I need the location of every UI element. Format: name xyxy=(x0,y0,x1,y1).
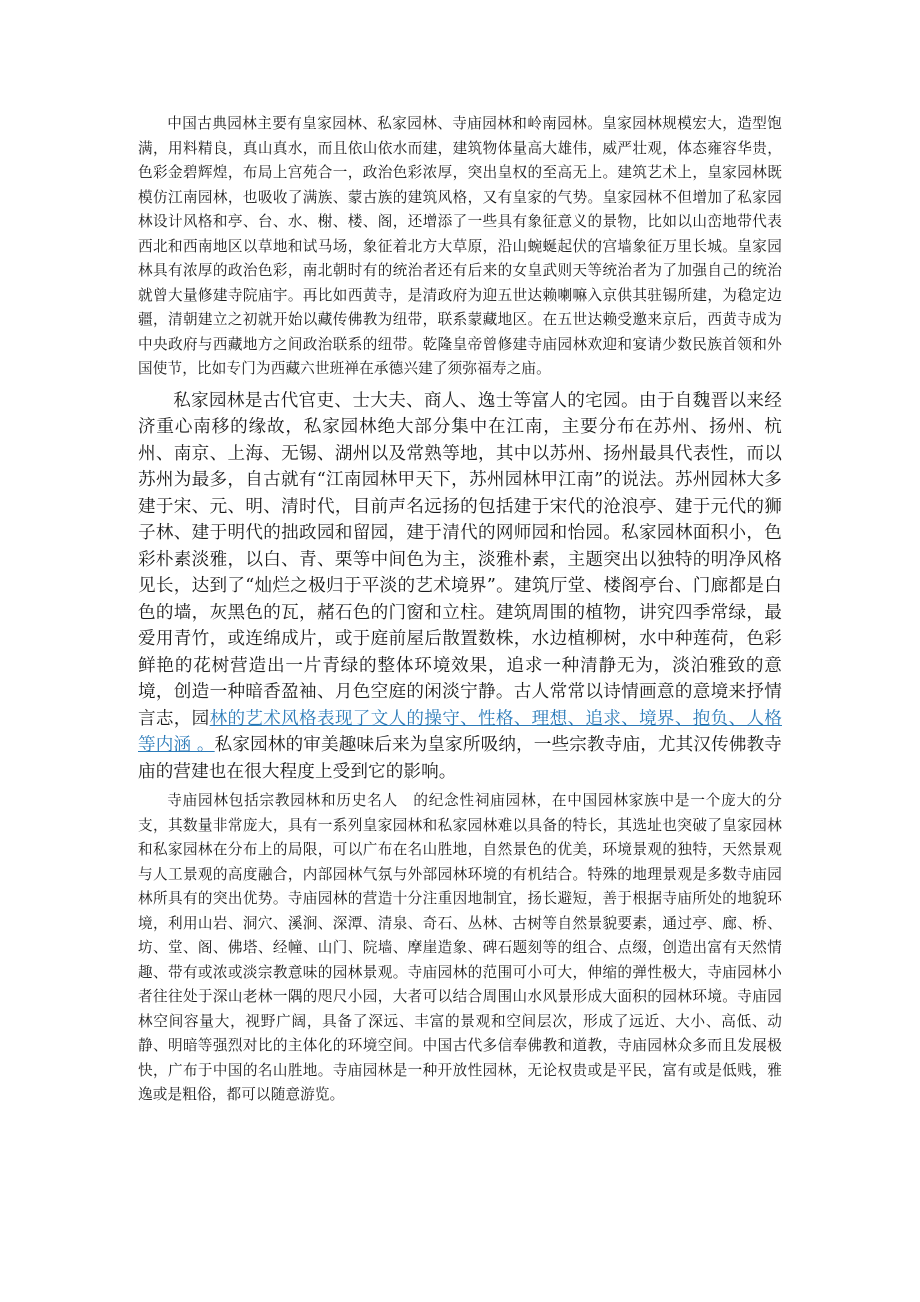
private-gardens-text-before-link: 私家园林是古代官吏、士大夫、商人、逸士等富人的宅园。由于自魏晋以来经济重心南移的缘故，私家园林绝大部分集中在江南，主要分布在苏州、扬州、杭州、南京、上海、无锡、湖州以及常熟等地，其中以苏州、扬州最具代表性，而以苏州为最多，自古就有“江南园林甲天下，苏州园林甲江南”的说法。苏州园林大多建于宋、元、明、清时代，目前声名远扬的包括建于宋代的沧浪亭、建于元代的狮子林、建于明代的拙政园和留园，建于清代的网师园和怡园。私家园林面积小，色彩朴素淡雅，以白、青、栗等中间色为主，淡雅朴素，主题突出以独特的明净风格见长，达到了“灿烂之极归于平淡的艺术境界”。建筑厅堂、楼阁亭台、门廊都是白色的墙，灰黑色的瓦，赭石色的门窗和立柱。建筑周围的植物，讲究四季常绿，最爱用青竹，或连绵成片，或于庭前屋后散置数株，水边植柳树，水中种莲荷，色彩鲜艳的花树营造出一片青绿的整体环境效果，追求一种清静无为，淡泊雅致的意境，创造一种暗香盈袖、月色空庭的闲淡宁静。古人常常以诗情画意的意境来抒情言志，园 xyxy=(138,390,782,729)
literati-style-link[interactable]: 林的艺术风格表现了文人的操守、性格、理想、追求、境界、抱负、人格等内涵 。 xyxy=(138,708,782,755)
paragraph-temple-gardens: 寺庙园林包括宗教园林和历史名人 的纪念性祠庙园林，在中国园林家族中是一个庞大的分支，其数量非常庞大，具有一系列皇家园林和私家园林难以具备的特长，其选址也突破了皇家园林和私家园林在分布上的局限，可以广布在名山胜地，自然景色的优美，环境景观的独特，天然景观与人工景观的高度融合，内部园林气氛与外部园林环境的有机结合。特殊的地理景观是多数寺庙园林所具有的突出优势。寺庙园林的营造十分注重因地制宜，扬长避短，善于根据寺庙所处的地貌环境，利用山岩、洞穴、溪涧、深潭、清泉、奇石、丛林、古树等自然景貌要素，通过亭、廊、桥、坊、堂、阁、佛塔、经幢、山门、院墙、摩崖造象、碑石题刻等的组合、点缀，创造出富有天然情趣、带有或浓或淡宗教意味的园林景观。寺庙园林的范围可小可大，伸缩的弹性极大，寺庙园林小者往往处于深山老林一隅的咫尺小园，大者可以结合周围山水风景形成大面积的园林环境。寺庙园林空间容量大，视野广阔，具备了深远、丰富的景观和空间层次，形成了远近、大小、高低、动静、明暗等强烈对比的主体化的环境空间。中国古代多信奉佛教和道教，寺庙园林众多而且发展极快，广布于中国的名山胜地。寺庙园林是一种开放性园林，无论权贵或是平民，富有或是低贱，雅逸或是粗俗，都可以随意游览。 xyxy=(138,792,782,1103)
paragraph-imperial-gardens: 中国古典园林主要有皇家园林、私家园林、寺庙园林和岭南园林。皇家园林规模宏大，造型饱满，用料精良，真山真水，而且依山依水而建，建筑物体量高大雄伟，威严壮观，体态雍容华贵，色彩金碧辉煌，布局上宫苑合一，政治色彩浓厚，突出皇权的至高无上。建筑艺术上，皇家园林既模仿江南园林，也吸收了满族、蒙古族的建筑风格，又有皇家的气势。皇家园林不但增加了私家园林设计风格和亭、台、水、榭、楼、阁，还增添了一些具有象征意义的景物，比如以山峦地带代表西北和西南地区以草地和试马场，象征着北方大草原，沿山蜿蜒起伏的宫墙象征万里长城。皇家园林具有浓厚的政治色彩，南北朝时有的统治者还有后来的女皇武则天等统治者为了加强自己的统治就曾大量修建寺院庙宇。再比如西黄寺，是清政府为迎五世达赖喇嘛入京供其驻锡所建，为稳定边疆，清朝建立之初就开始以藏传佛教为纽带，联系蒙藏地区。在五世达赖受邀来京后，西黄寺成为中央政府与西藏地方之间政治联系的纽带。乾隆皇帝曾修建寺庙园林欢迎和宴请少数民族首领和外国使节，比如专门为西藏六世班禅在承德兴建了须弥福寿之庙。 xyxy=(138,115,782,377)
document-body xyxy=(138,112,782,1108)
private-gardens-text-after-link: 私家园林的审美趣味后来为皇家所吸纳，一些宗教寺庙，尤其汉传佛教寺庙的营建也在很大程度上受到它的影响。 xyxy=(138,735,783,782)
paragraph-private-gardens xyxy=(138,388,782,786)
